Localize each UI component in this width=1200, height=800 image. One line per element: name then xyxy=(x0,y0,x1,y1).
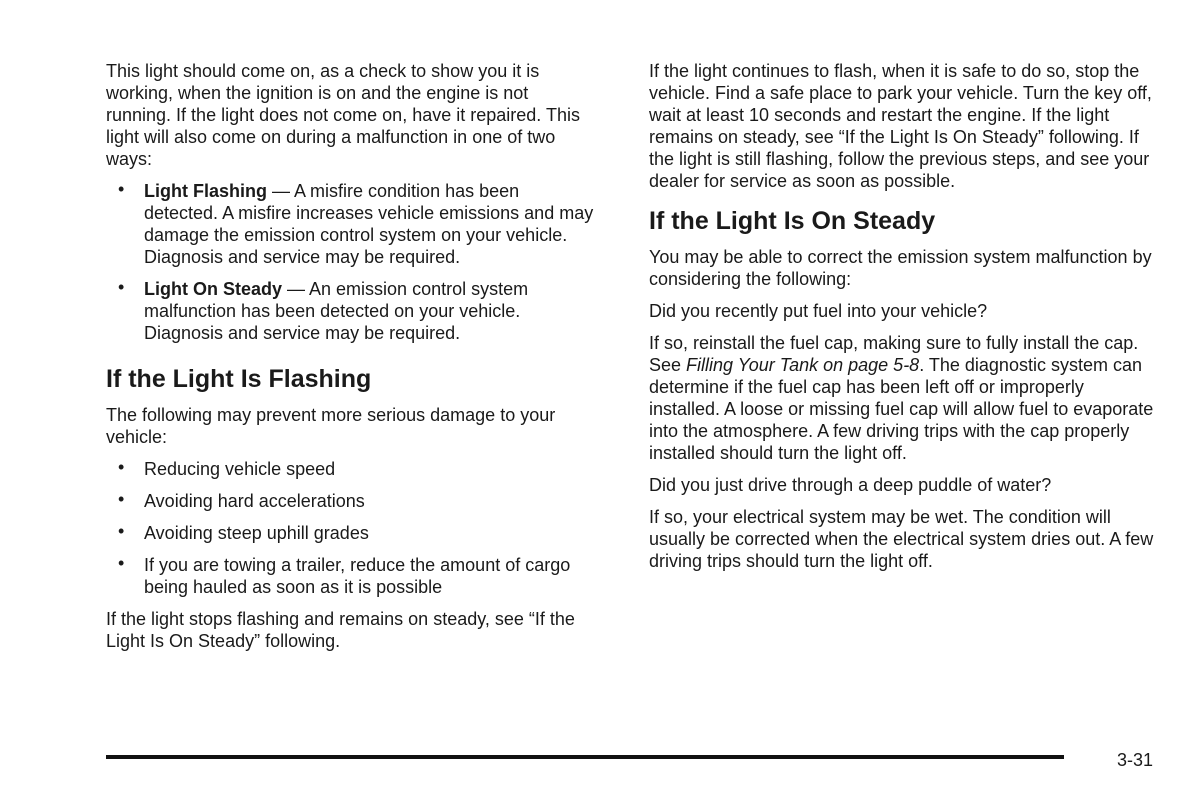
list-item xyxy=(106,180,596,268)
fuel-question: Did you recently put fuel into your vehicle? xyxy=(649,301,988,321)
left-column xyxy=(106,60,596,662)
fuel-answer-post: . The diagnostic system can determine if the fuel cap has been left off or improperly installed. A loose or missing fuel cap will allow fuel to evaporate into the atmosphere. A few driving trips with the cap properly installed should turn the light off. xyxy=(649,355,1154,463)
flashing-outro: If the light stops flashing and remains on steady, see “If the Light Is On Steady” following. xyxy=(106,609,575,651)
bullet-icon: • xyxy=(118,179,125,199)
steady-heading: If the Light Is On Steady xyxy=(649,207,936,235)
mode-text: — A misfire condition has been detected. A misfire increases vehicle emissions and may damage the emission control system on your vehicle. Diagnosis and service may be required. xyxy=(144,181,594,267)
list-item-text: Avoiding hard accelerations xyxy=(144,491,365,511)
list-item xyxy=(106,490,596,512)
fuel-answer xyxy=(649,332,1159,464)
intro-paragraph: This light should come on, as a check to show you it is working, when the ignition is on and the engine is not running. If the light does not come on, have it repaired. This light will also come on during a malfunction in one of two ways: xyxy=(106,61,580,169)
list-item xyxy=(106,522,596,544)
list-item xyxy=(106,554,596,598)
list-item xyxy=(106,278,596,344)
bullet-icon: • xyxy=(118,553,125,573)
bullet-icon: • xyxy=(118,277,125,297)
footer-rule xyxy=(106,755,1064,759)
page-reference-link[interactable]: Filling Your Tank on page 5-8 xyxy=(686,355,920,375)
bullet-icon: • xyxy=(118,489,125,509)
malfunction-mode-list xyxy=(106,180,596,344)
right-column xyxy=(649,60,1159,582)
flashing-intro: The following may prevent more serious damage to your vehicle: xyxy=(106,405,556,447)
fuel-answer-pre: If so, reinstall the fuel cap, making sure to fully install the cap. See xyxy=(649,333,1139,375)
water-answer: If so, your electrical system may be wet. The condition will usually be corrected when the electrical system dries out. A few driving trips should turn the light off. xyxy=(649,507,1154,571)
flashing-heading: If the Light Is Flashing xyxy=(106,365,372,393)
continue-flash-paragraph: If the light continues to flash, when it is safe to do so, stop the vehicle. Find a safe place to park your vehicle. Turn the key off, wait at least 10 seconds and restart the engine. If the light remains on steady, see “If the Light Is On Steady” following. If the light is still flashing, follow the previous steps, and see your dealer for service as soon as possible. xyxy=(649,61,1152,191)
list-item xyxy=(106,458,596,480)
steady-intro: You may be able to correct the emission system malfunction by considering the following: xyxy=(649,247,1152,289)
bullet-icon: • xyxy=(118,457,125,477)
flashing-action-list xyxy=(106,458,596,598)
water-question: Did you just drive through a deep puddle of water? xyxy=(649,475,1052,495)
list-item-text: Reducing vehicle speed xyxy=(144,459,336,479)
list-item-text: Avoiding steep uphill grades xyxy=(144,523,369,543)
page-number: 3-31 xyxy=(1117,750,1154,770)
list-item-text: If you are towing a trailer, reduce the amount of cargo being hauled as soon as it is possible xyxy=(144,555,571,597)
bullet-icon: • xyxy=(118,521,125,541)
mode-lead: Light Flashing xyxy=(144,181,267,201)
mode-text: — An emission control system malfunction has been detected on your vehicle. Diagnosis and service may be required. xyxy=(144,279,529,343)
mode-lead: Light On Steady xyxy=(144,279,283,299)
